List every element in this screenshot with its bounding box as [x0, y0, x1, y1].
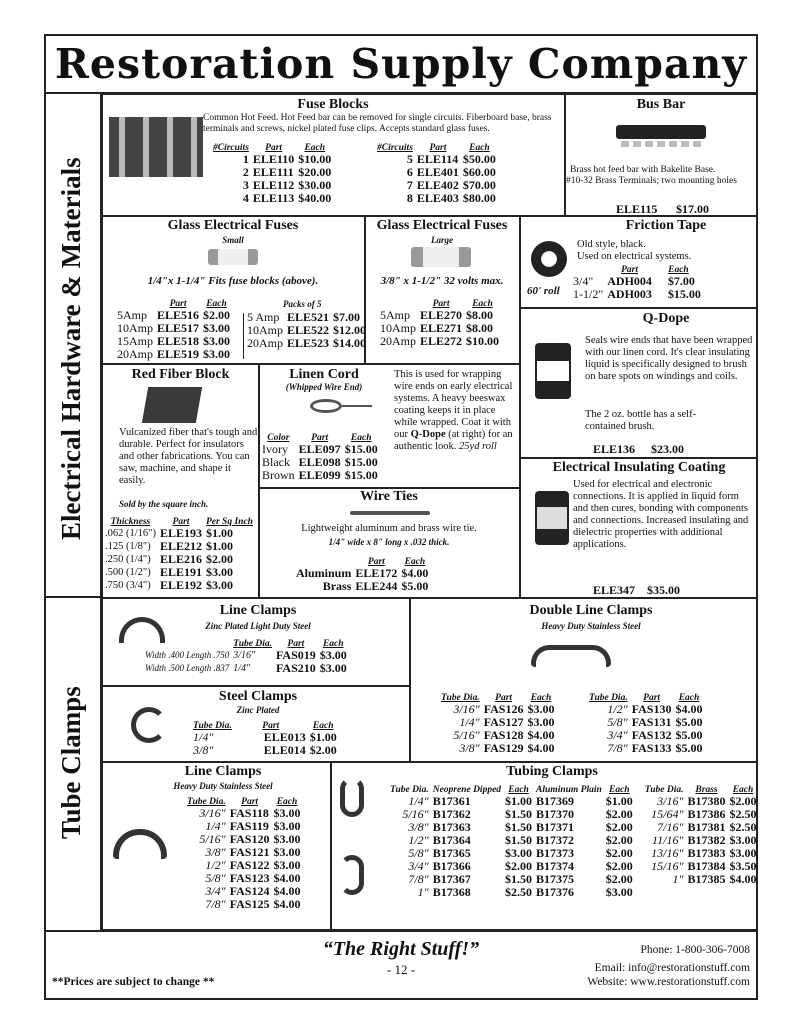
tubing-clamp-photo-1	[340, 777, 364, 817]
line-clamps-heavy-table: Tube Dia. Part Each 3/16" FAS118 $3.00 1/4" FAS119 $3.00 5/16" FAS120 $3.00 3/8" FAS121 $3.00 1/2" FAS122 $3.00 5/8" FAS123 $4.00 3/4" FAS124 $4.00 7/8" FAS125 $4.00	[187, 797, 301, 911]
linen-cord-section	[259, 364, 520, 488]
fuse-blocks-description: Common Hot Feed. Hot Feed bar can be removed for single circuits. Fiberboard base, brass terminals and screws, nickel plated fuse clips. Accepts standard glass fuses.	[203, 113, 552, 134]
fuse-blocks-table-left: #Circuits Part Each 1 ELE110 $10.00 2 ELE111 $20.00 3 ELE112 $30.00 4 ELE113 $40.00	[213, 143, 332, 205]
footer-slogan: “The Right Stuff!”	[322, 938, 480, 960]
table-row: 1/4" FAS119 $3.00	[205, 819, 301, 833]
steel-clamps-section	[102, 686, 410, 762]
table-row: 1-1/2" ADH003 $15.00	[573, 287, 701, 301]
table-row: 5Amp ELE270 $8.00	[380, 308, 494, 322]
table-row: .125 (1/8") ELE212 $1.00	[105, 539, 233, 553]
line-clamp-heavy-photo	[113, 829, 167, 859]
friction-tape-title: Friction Tape	[625, 218, 707, 233]
double-line-clamps-subtitle: Heavy Duty Stainless Steel	[541, 621, 641, 631]
table-row: 1/2" FAS130 $4.00	[607, 702, 703, 716]
wire-ties-dimensions: 1/4" wide x 8" long x .032 thick.	[328, 537, 450, 547]
table-row: Aluminum ELE172 $4.00	[296, 566, 429, 580]
table-row: 15Amp ELE518 $3.00	[117, 334, 231, 348]
glass-fuses-small-packs-table	[245, 311, 368, 350]
qdope-part: ELE136	[593, 442, 636, 456]
qdope-price: $23.00	[651, 442, 684, 456]
double-line-clamps-section	[410, 598, 758, 762]
wire-tie-photo	[350, 511, 430, 515]
table-row: 10Amp ELE271 $8.00	[380, 321, 494, 335]
table-row: 3/8" B17363 $1.50 B17371 $2.00 7/16" B17381 $2.50	[408, 820, 757, 834]
table-row: 1 ELE110 $10.00	[242, 152, 332, 166]
table-row: 3/4" B17366 $2.00 B17374 $2.00 15/16" B17384 $3.50	[408, 859, 757, 873]
table-row: .062 (1/16") ELE193 $1.00	[105, 526, 233, 540]
table-row: 8 ELE403 $80.00	[406, 191, 496, 205]
red-fiber-title: Red Fiber Block	[131, 367, 230, 382]
qdope-section	[520, 308, 758, 458]
double-line-clamps-table-left: Tube Dia. Part Each 3/16" FAS126 $3.00 1/4" FAS127 $3.00 5/16" FAS128 $4.00 3/8" FAS129 $4.00	[441, 693, 555, 755]
table-row: 5/8" FAS131 $5.00	[607, 715, 703, 729]
fuse-blocks-title: Fuse Blocks	[297, 97, 369, 112]
side-label-electrical: Electrical Hardware & Materials	[56, 157, 86, 541]
bus-bar-title: Bus Bar	[636, 97, 686, 112]
table-row: 4 ELE113 $40.00	[242, 191, 332, 205]
double-line-clamps-table-right: Tube Dia. Part Each 1/2" FAS130 $4.00 5/8" FAS131 $5.00 3/4" FAS132 $5.00 7/8" FAS133 $5.00	[589, 693, 703, 755]
qdope-title: Q-Dope	[642, 311, 690, 326]
glass-fuses-large-title: Glass Electrical Fuses	[376, 218, 508, 233]
wire-ties-title: Wire Ties	[360, 489, 418, 504]
glass-fuses-small-section	[102, 216, 365, 364]
line-clamps-heavy-subtitle: Heavy Duty Stainless Steel	[173, 781, 273, 791]
fuse-blocks-section	[102, 94, 565, 216]
glass-fuses-large-section	[365, 216, 520, 364]
table-row: Width .400 Length .750 3/16" FAS019 $3.00	[145, 648, 347, 662]
footer-website: Website: www.restorationstuff.com	[587, 976, 750, 988]
table-row: 1/2" FAS122 $3.00	[205, 858, 301, 872]
friction-tape-section	[520, 216, 758, 308]
table-row: 5/16" FAS120 $3.00	[199, 832, 301, 846]
glass-fuses-large-table: Part Each 5Amp ELE270 $8.00 10Amp ELE271 $8.00 20Amp ELE272 $10.00	[380, 299, 500, 348]
table-row: 3/8" FAS129 $4.00	[459, 741, 555, 755]
bus-bar-photo	[616, 125, 706, 139]
table-row: 5 Amp ELE521 $7.00	[247, 310, 361, 324]
friction-tape-description-2: Used on electrical systems.	[577, 251, 692, 262]
steel-clamps-title: Steel Clamps	[218, 689, 298, 704]
small-fuse-photo	[208, 249, 258, 265]
red-fiber-table: Thickness Part Per Sq Inch .062 (1/16") ELE193 $1.00 .125 (1/8") ELE212 $1.00 .250 (1/4") ELE216 $2.00 .500 (1/2") ELE191 $3.00 .750 (3/4") ELE192 $3.00	[105, 517, 253, 592]
steel-clamps-table: Tube Dia. Part Each 1/4" ELE013 $1.00 3/8" ELE014 $2.00	[193, 721, 337, 757]
line-clamps-light-section	[102, 598, 410, 686]
insulating-coating-title: Electrical Insulating Coating	[552, 460, 726, 475]
table-row: 1/4" FAS127 $3.00	[459, 715, 555, 729]
table-row: 3/8" FAS121 $3.00	[205, 845, 301, 859]
friction-tape-roll-photo	[531, 241, 567, 277]
large-fuse-photo	[411, 247, 471, 267]
glass-fuses-small-divider	[243, 313, 244, 359]
table-row: 5/16" FAS128 $4.00	[453, 728, 555, 742]
table-row: 20Amp ELE523 $14.00	[247, 336, 367, 350]
line-clamps-light-table: Tube Dia. Part Each Width .400 Length .750 3/16" FAS019 $3.00 Width .500 Length .837 1/4" FAS210 $3.00	[145, 639, 347, 675]
qdope-description-2: The 2 oz. bottle has a self-contained brush.	[585, 409, 697, 432]
table-row: 10Amp ELE522 $12.00	[247, 323, 367, 337]
table-row: Black ELE098 $15.00	[262, 455, 378, 469]
glass-fuses-small-title: Glass Electrical Fuses	[167, 218, 299, 233]
table-row: 3 ELE112 $30.00	[242, 178, 332, 192]
table-row: 20Amp ELE272 $10.00	[380, 334, 500, 348]
insulating-coating-part: ELE347	[593, 583, 636, 597]
footer-page-number: - 12 -	[386, 962, 416, 977]
tubing-clamp-photo-2	[340, 855, 364, 895]
tubing-clamps-table: Tube Dia. Neoprene Dipped Each Aluminum Plain Each Tube Dia. Brass Each 1/4" B17361 $1.00 B17369 $1.00 3/16" B17380 $2.00 5/16" B17362 $1.50 B17370 $2.00 15/64" B17386 $2.50 3/8" B17363 $1.50 B17371 $2.00 7/16" B17381 $2.50 1/2" B17364 $1.50 B17372 $2.00 11/16" B17382 $3.00 5/8" B17365 $3.00 B17373 $2.00 13/16" B17383 $3.00 3/4" B17366 $2.00 B17374 $2.00 15/16" B17384 $3.50 7/8" B17367 $1.50 B17375 $2.00 1" B17385 $4.00 1" B17368 $2.50 B17376 $3.00	[390, 785, 757, 899]
line-clamps-heavy-title: Line Clamps	[184, 764, 262, 779]
linen-cord-photo	[310, 399, 342, 413]
linen-cord-tail	[342, 405, 372, 407]
wire-ties-description: Lightweight aluminum and brass wire tie.	[301, 523, 477, 534]
insulating-coating-price: $35.00	[647, 583, 680, 597]
glass-fuses-small-table: Part Each 5Amp ELE516 $2.00 10Amp ELE517 $3.00 15Amp ELE518 $3.00 20Amp ELE519 $3.00	[117, 299, 231, 361]
table-row: 5Amp ELE516 $2.00	[117, 308, 231, 322]
table-row: 3/16" FAS126 $3.00	[453, 702, 555, 716]
table-row: 7/8" FAS125 $4.00	[205, 897, 301, 911]
table-row: .250 (1/4") ELE216 $2.00	[105, 552, 233, 566]
side-label-tube-panel	[44, 598, 102, 930]
bus-bar-description-1: Brass hot feed bar with Bakelite Base.	[570, 165, 716, 175]
tubing-clamps-title: Tubing Clamps	[506, 764, 598, 779]
friction-tape-roll-label: 60' roll	[527, 285, 560, 297]
table-row: 7/8" FAS133 $5.00	[607, 741, 703, 755]
linen-cord-title: Linen Cord	[289, 367, 359, 382]
line-clamps-heavy-section	[102, 762, 331, 930]
red-fiber-section	[102, 364, 259, 598]
table-row: 5/16" B17362 $1.50 B17370 $2.00 15/64" B17386 $2.50	[402, 807, 757, 821]
table-row: 5/8" FAS123 $4.00	[205, 871, 301, 885]
glass-fuses-small-description: 1/4"x 1-1/4" Fits fuse blocks (above).	[147, 275, 319, 287]
table-row: 1/2" B17364 $1.50 B17372 $2.00 11/16" B17382 $3.00	[408, 833, 757, 847]
table-row: 10Amp ELE517 $3.00	[117, 321, 231, 335]
linen-cord-subtitle: (Whipped Wire End)	[285, 382, 363, 392]
bus-bar-section	[565, 94, 758, 216]
qdope-bottle-label	[537, 361, 569, 381]
table-row: 5/8" B17365 $3.00 B17373 $2.00 13/16" B17383 $3.00	[408, 846, 757, 860]
table-row: 6 ELE401 $60.00	[406, 165, 496, 179]
glass-fuses-large-description: 3/8" x 1-1/2" 32 volts max.	[380, 275, 504, 287]
table-row: Ivory ELE097 $15.00	[262, 442, 378, 456]
glass-fuses-large-subtitle: Large	[431, 235, 453, 245]
table-row: 3/4" FAS132 $5.00	[607, 728, 703, 742]
side-label-electrical-panel	[44, 94, 102, 598]
insulating-coating-bottle-label	[537, 507, 567, 529]
wire-ties-table: Part Each Aluminum ELE172 $4.00 Brass ELE244 $5.00	[296, 557, 429, 593]
table-row: 20Amp ELE519 $3.00	[117, 347, 231, 361]
line-clamps-light-subtitle: Zinc Plated Light Duty Steel	[205, 621, 311, 631]
qdope-description: Seals wire ends that have been wrapped with our linen cord. It's clear insulating liquid is specifically designed to brush on bare spots on windings and coils.	[585, 335, 753, 382]
fuse-blocks-table-right: #Circuits Part Each 5 ELE114 $50.00 6 ELE401 $60.00 7 ELE402 $70.00 8 ELE403 $80.00	[377, 143, 496, 205]
table-row: 1/4" ELE013 $1.00	[193, 730, 337, 744]
table-row: Width .500 Length .837 1/4" FAS210 $3.00	[145, 661, 347, 675]
bus-bar-description-2: #10-32 Brass Terminals; two mounting holes	[566, 176, 737, 186]
footer-disclaimer: **Prices are subject to change **	[52, 976, 215, 988]
tubing-clamps-section	[331, 762, 758, 930]
table-row: 2 ELE111 $20.00	[242, 165, 332, 179]
steel-clamps-subtitle: Zinc Plated	[236, 705, 280, 715]
friction-tape-description-1: Old style, black.	[577, 239, 646, 250]
footer-phone: Phone: 1-800-306-7008	[640, 944, 750, 956]
footer	[44, 930, 758, 1000]
linen-cord-description: This is used for wrapping wire ends on early electrical systems. A heavy beeswax coating keeps it in place while wrapped. Coat it with our Q-Dope (at right) for an authentic look. 25yd roll	[394, 369, 513, 452]
table-row: 5 ELE114 $50.00	[406, 152, 496, 166]
red-fiber-block-photo	[142, 387, 202, 423]
wire-ties-section	[259, 488, 520, 598]
bus-bar-price: $17.00	[676, 202, 709, 216]
line-clamps-light-title: Line Clamps	[219, 603, 297, 618]
table-row: 3/4" FAS124 $4.00	[205, 884, 301, 898]
table-row: 3/8" ELE014 $2.00	[193, 743, 337, 757]
table-row: 3/4" ADH004 $7.00	[573, 274, 695, 288]
friction-tape-table: Part Each 3/4" ADH004 $7.00 1-1/2" ADH003 $15.00	[573, 265, 701, 301]
bus-bar-terminals	[621, 141, 701, 147]
insulating-coating-section	[520, 458, 758, 598]
table-row: .500 (1/2") ELE191 $3.00	[105, 565, 233, 579]
double-line-clamp-photo	[531, 645, 611, 667]
table-row: 1" B17368 $2.50 B17376 $3.00	[417, 885, 633, 899]
double-line-clamps-title: Double Line Clamps	[529, 603, 653, 618]
fuse-block-photo	[109, 117, 203, 177]
glass-fuses-small-subtitle: Small	[222, 235, 244, 245]
side-label-tube-clamps: Tube Clamps	[56, 686, 86, 840]
steel-clamp-photo	[131, 707, 167, 743]
red-fiber-description: Vulcanized fiber that's tough and durable. Perfect for insulators and other fabrications. You can saw, machine, and shape it easily.	[119, 427, 258, 486]
table-row: .750 (3/4") ELE192 $3.00	[105, 578, 233, 592]
table-row: 3/16" FAS118 $3.00	[199, 806, 301, 820]
footer-email: Email: info@restorationstuff.com	[594, 962, 750, 974]
table-row: 7/8" B17367 $1.50 B17375 $2.00 1" B17385 $4.00	[408, 872, 757, 886]
table-row: Brown ELE099 $15.00	[262, 468, 378, 482]
bus-bar-part: ELE115	[616, 202, 658, 216]
table-row: Brass ELE244 $5.00	[322, 579, 429, 593]
table-row: 1/4" B17361 $1.00 B17369 $1.00 3/16" B17380 $2.00	[408, 794, 757, 808]
red-fiber-note: Sold by the square inch.	[119, 499, 209, 509]
table-row: 7 ELE402 $70.00	[406, 178, 496, 192]
packs-of-5-label: Packs of 5	[283, 299, 322, 309]
linen-cord-table: Color Part Each Ivory ELE097 $15.00 Black ELE098 $15.00 Brown ELE099 $15.00	[262, 433, 378, 482]
insulating-coating-description: Used for electrical and electronic connections. It is applied in liquid form and then cures, bonding with components and connections. Increased insulating and dielectric properties with additional applications.	[573, 479, 749, 550]
page-title: Restoration Supply Company	[44, 34, 758, 94]
